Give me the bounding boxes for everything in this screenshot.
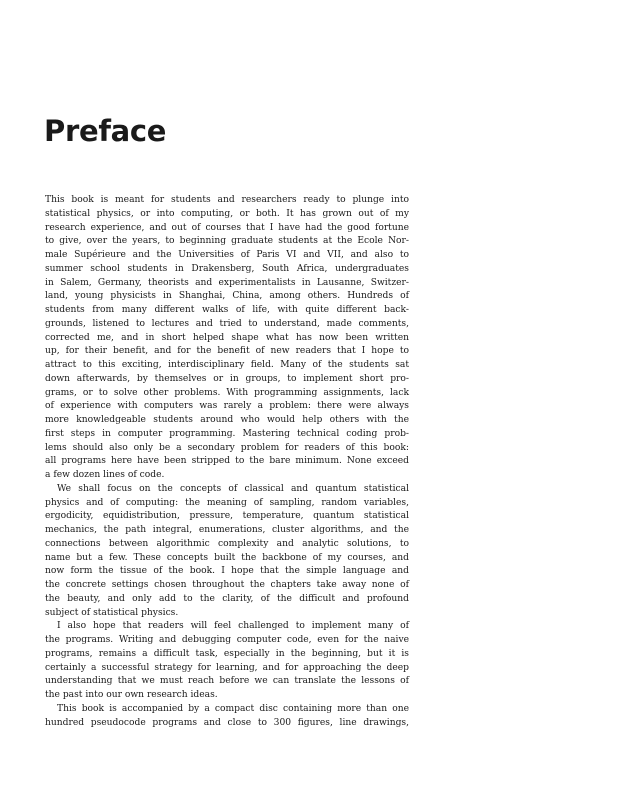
text-line: subject of statistical physics.	[45, 607, 179, 618]
preface-body	[45, 194, 409, 730]
text-line: grounds, listened to lectures and tried to understand, made comments,	[45, 318, 409, 329]
text-line: of experience with computers was rarely a problem: there were always	[45, 401, 409, 412]
text-line: I also hope that readers will feel challenged to implement many of	[57, 621, 409, 632]
text-line: attract to this exciting, interdisciplinary field. Many of the students sat	[45, 360, 409, 370]
text-line: This book is meant for students and researchers ready to plunge into	[45, 195, 409, 205]
text-line: programs, remains a difficult task, especially in the beginning, but it is	[45, 648, 409, 659]
text-line: to give, over the years, to beginning graduate students at the Ecole Nor-	[45, 236, 409, 247]
text-line: understanding that we must reach before we can translate the lessons of	[45, 676, 409, 687]
text-line: students from many different walks of life, with quite different back-	[45, 305, 409, 315]
paragraph-1	[45, 194, 409, 483]
text-line: This book is accompanied by a compact disc containing more than one	[57, 703, 409, 714]
text-line: the programs. Writing and debugging computer code, even for the naive	[45, 635, 409, 645]
text-line: the beauty, and only add to the clarity, of the difficult and profound	[45, 593, 409, 604]
text-line: certainly a successful strategy for learning, and for approaching the deep	[45, 662, 409, 673]
text-line: the past into our own research ideas.	[45, 690, 218, 700]
text-line: land, young physicists in Shanghai, China, among others. Hundreds of	[45, 291, 409, 302]
text-line: first steps in computer programming. Mastering technical coding prob-	[45, 428, 409, 439]
text-line: statistical physics, or into computing, or both. It has grown out of my	[45, 208, 409, 219]
text-line: male Supérieure and the Universities of Paris VI and VII, and also to	[45, 250, 409, 260]
text-line: mechanics, the path integral, enumerations, cluster algorithms, and the	[45, 525, 409, 535]
text-line: We shall focus on the concepts of classical and quantum statistical	[57, 483, 409, 494]
chapter-title: Preface	[44, 114, 167, 148]
text-line: research experience, and out of courses that I have had the good fortune	[45, 222, 409, 233]
text-line: all programs here have been stripped to the bare minimum. None exceed	[45, 456, 409, 467]
text-line: connections between algorithmic complexity and analytic solutions, to	[45, 538, 409, 549]
text-line: hundred pseudocode programs and close to 300 figures, line drawings,	[45, 717, 409, 728]
paragraph-2	[45, 483, 409, 621]
text-line: in Salem, Germany, theorists and experimentalists in Lausanne, Switzer-	[45, 277, 409, 288]
text-line: summer school students in Drakensberg, South Africa, undergraduates	[45, 263, 409, 274]
text-line: name but a few. These concepts built the backbone of my courses, and	[45, 552, 409, 563]
text-line: lems should also only be a secondary problem for readers of this book:	[45, 442, 409, 453]
text-line: now form the tissue of the book. I hope that the simple language and	[45, 566, 409, 577]
text-line: the concrete settings chosen throughout the chapters take away none of	[45, 580, 409, 590]
text-line: corrected me, and in short helped shape what has now been written	[45, 332, 409, 343]
text-line: down afterwards, by themselves or in groups, to implement short pro-	[45, 373, 409, 384]
text-line: ergodicity, equidistribution, pressure, temperature, quantum statistical	[45, 511, 409, 522]
text-line: up, for their benefit, and for the benefit of new readers that I hope to	[45, 346, 409, 357]
paragraph-4	[45, 703, 409, 731]
text-line: a few dozen lines of code.	[45, 470, 165, 480]
text-line: grams, or to solve other problems. With programming assignments, lack	[45, 387, 409, 398]
text-line: more knowledgeable students around who would help others with the	[45, 415, 409, 425]
text-line: physics and of computing: the meaning of sampling, random variables,	[45, 497, 409, 508]
paragraph-3	[45, 620, 409, 703]
